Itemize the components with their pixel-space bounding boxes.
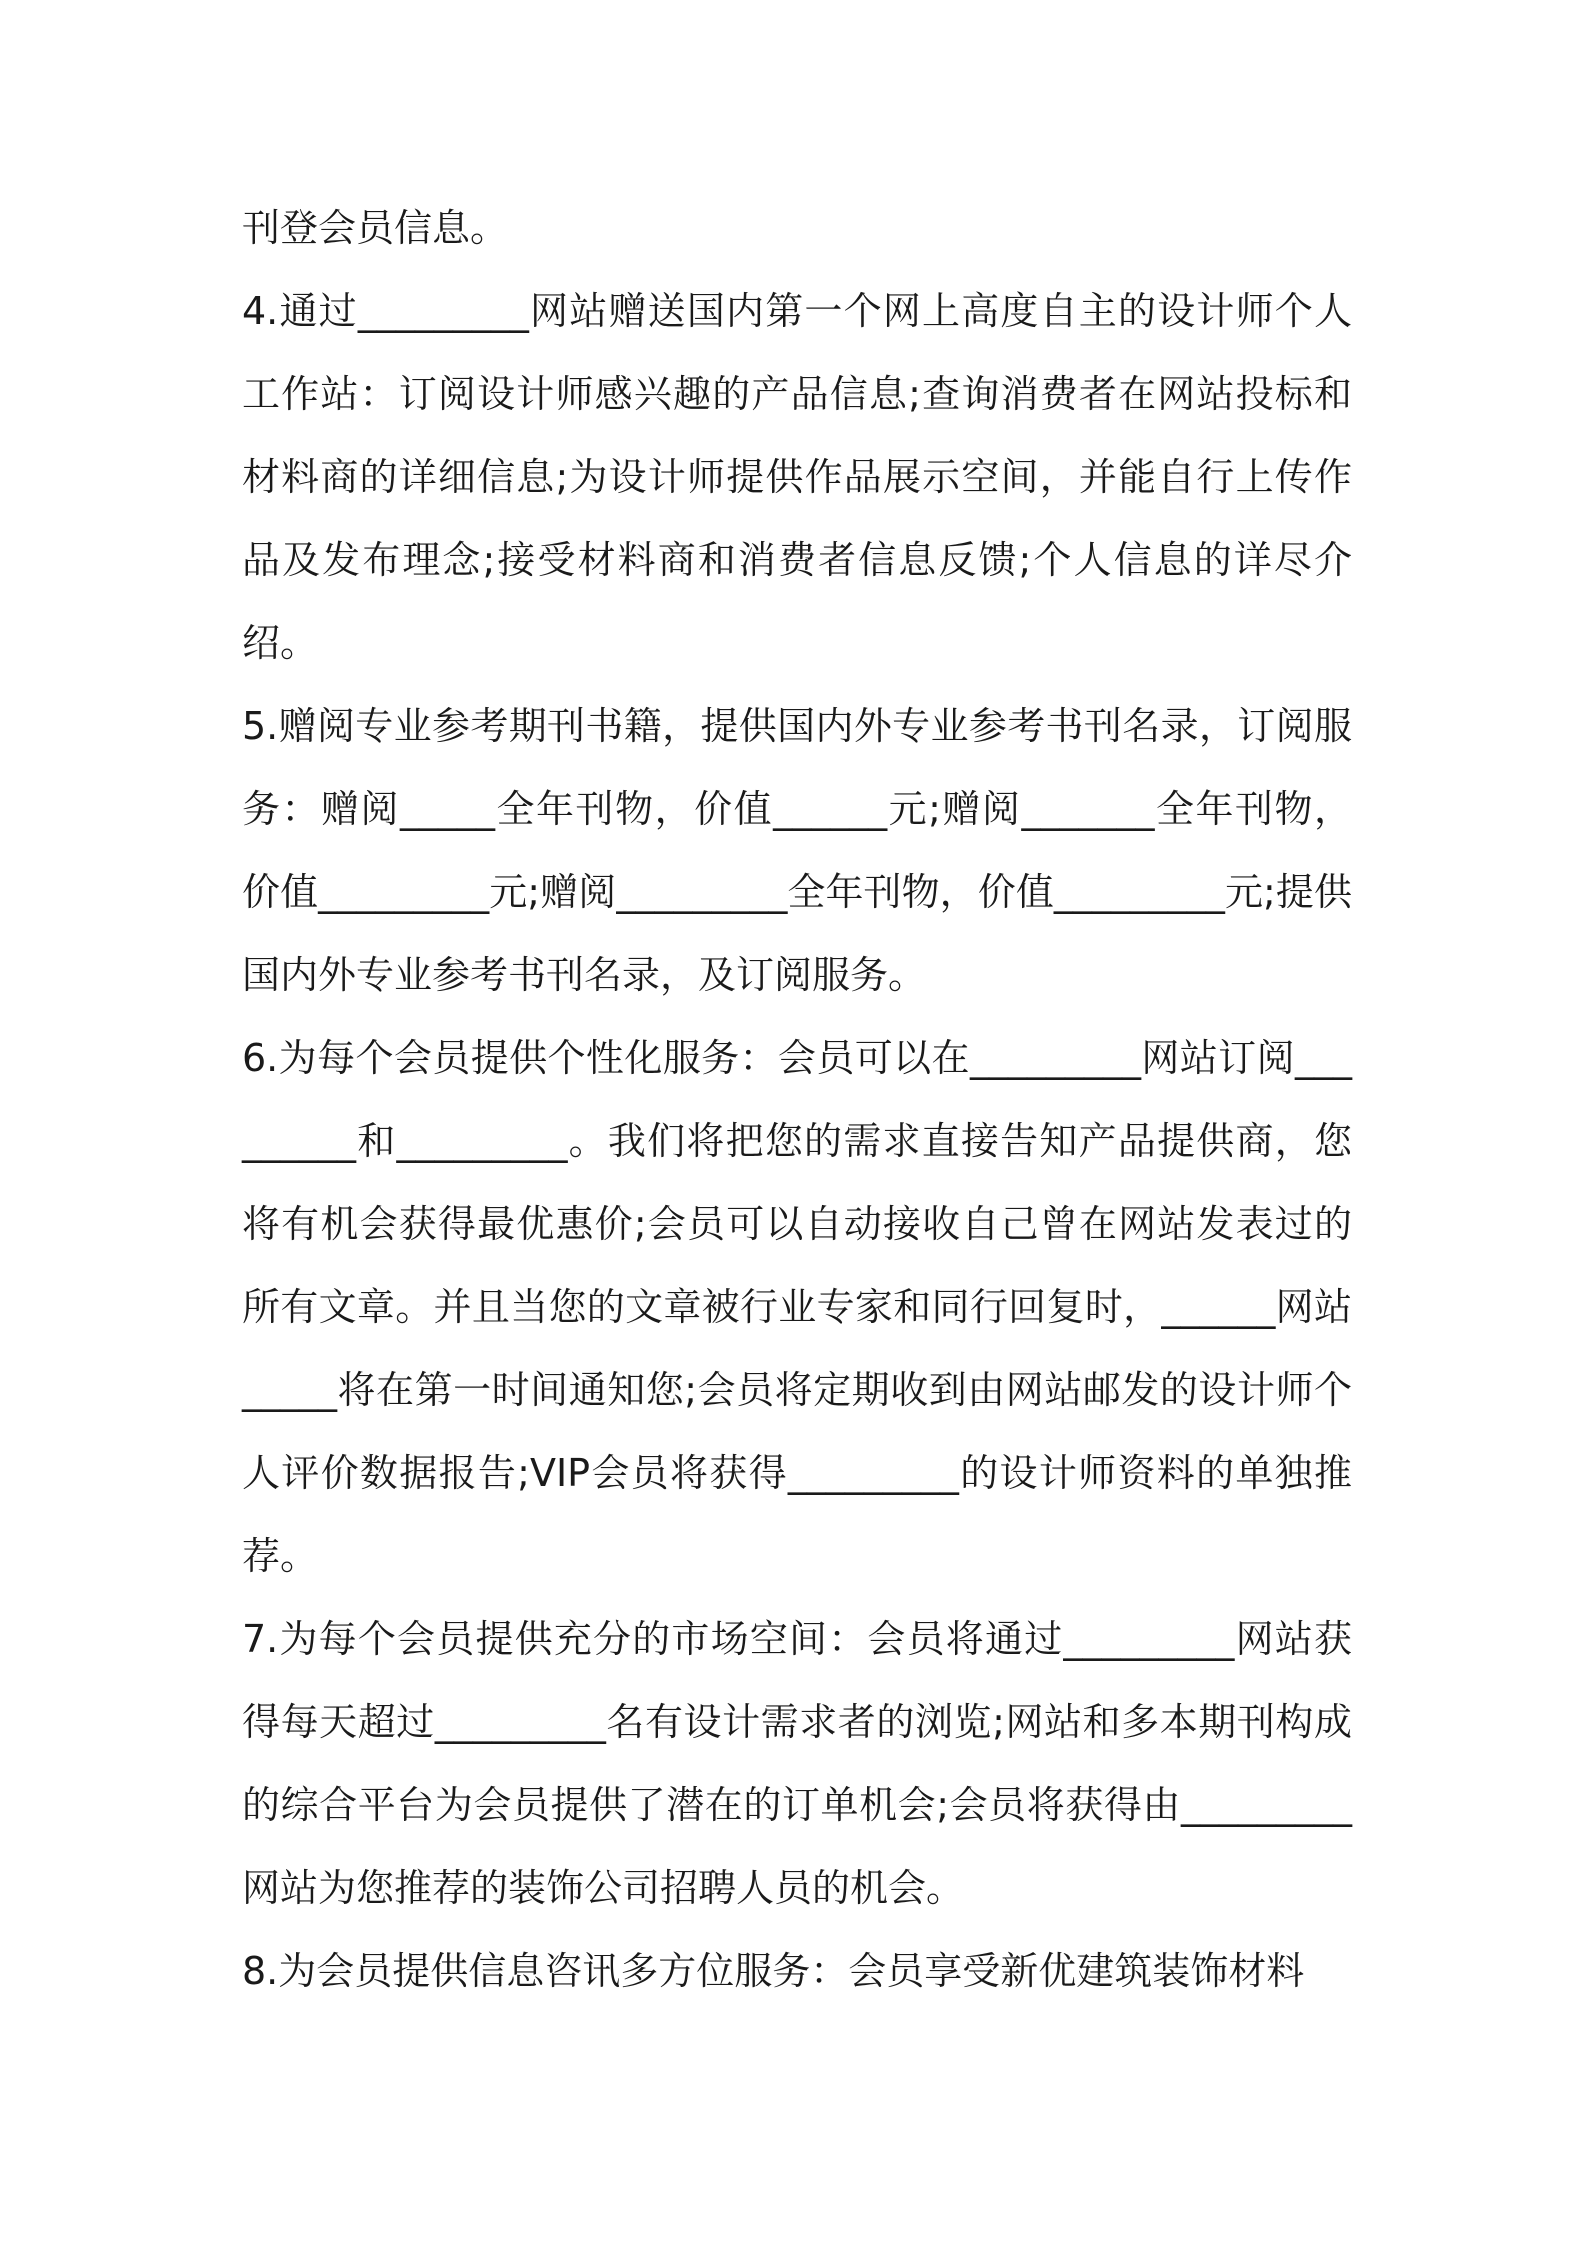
paragraph-item-8: 8.为会员提供信息咨讯多方位服务：会员享受新优建筑装饰材料 bbox=[242, 1949, 1305, 1993]
paragraph-item-5: 5.赠阅专业参考期刊书籍，提供国内外专业参考书刊名录，订阅服务：赠阅_____全年刊物，价值______元;赠阅_______全年刊物，价值_________元;赠阅_________全年刊物，价值_________元;提供国内外专业参考书刊名录，及订阅服务。 bbox=[242, 704, 1352, 997]
paragraph-item-7: 7.为每个会员提供充分的市场空间：会员将通过_________网站获得每天超过_________名有设计需求者的浏览;网站和多本期刊构成的综合平台为会员提供了潜在的订单机会;会员将获得由_________网站为您推荐的装饰公司招聘人员的机会。 bbox=[242, 1617, 1352, 1910]
paragraph-continuation: 刊登会员信息。 bbox=[242, 206, 509, 250]
paragraph-item-4: 4.通过_________网站赠送国内第一个网上高度自主的设计师个人工作站：订阅设计师感兴趣的产品信息;查询消费者在网站投标和材料商的详细信息;为设计师提供作品展示空间，并能自行上传作品及发布理念;接受材料商和消费者信息反馈;个人信息的详尽介绍。 bbox=[242, 289, 1352, 665]
document-body bbox=[242, 187, 1352, 2013]
paragraph-item-6: 6.为每个会员提供个性化服务：会员可以在_________网站订阅_________和_________。我们将把您的需求直接告知产品提供商，您将有机会获得最优惠价;会员可以自动接收自己曾在网站发表过的所有文章。并且当您的文章被行业专家和同行回复时，______网站_____将在第一时间通知您;会员将定期收到由网站邮发的设计师个人评价数据报告;VIP会员将获得_________的设计师资料的单独推荐。 bbox=[242, 1036, 1352, 1578]
